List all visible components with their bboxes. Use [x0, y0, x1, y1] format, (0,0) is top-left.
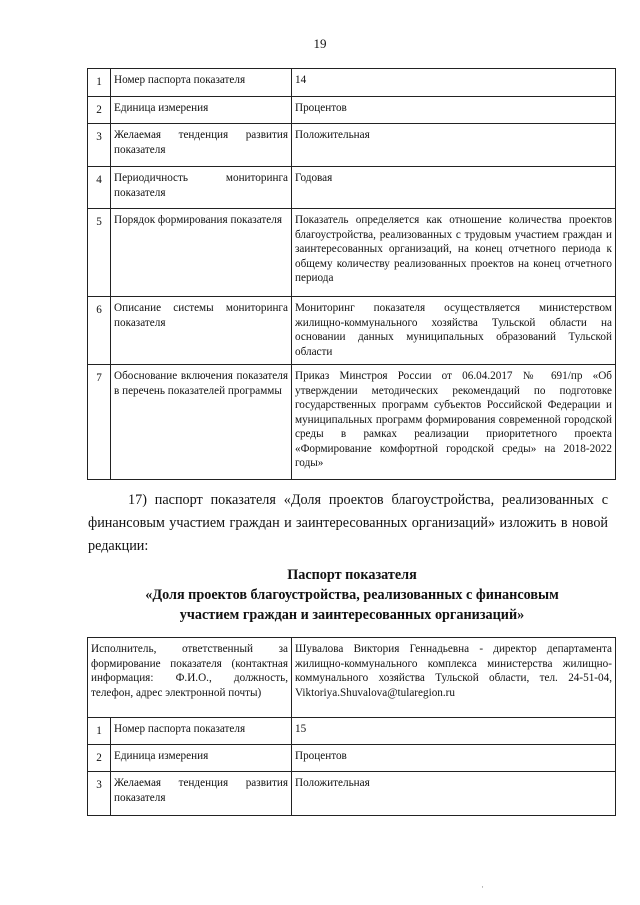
table-row [88, 745, 616, 772]
indicator-14-passport-table [87, 68, 616, 480]
row-label: Желаемая тенденция развития показателя [111, 124, 292, 167]
passport-title-line: Паспорт показателя [287, 567, 417, 583]
row-label: Желаемая тенденция развития показателя [111, 772, 292, 816]
table-row [88, 69, 616, 97]
row-value: 14 [292, 69, 616, 97]
row-label: Обоснование включения показателя в перечень показателей программы [111, 365, 292, 480]
table-row [88, 365, 616, 480]
executor-value: Шувалова Виктория Геннадьевна - директор департамента жилищно-коммунального комплекса министерства жилищно-коммунального хозяйства Тульской области, тел. 24-51-04, Viktoriya.Shuvalova@tularegion.ru [292, 638, 616, 718]
table-row [88, 718, 616, 745]
row-number: 1 [88, 69, 111, 97]
row-number: 6 [88, 297, 111, 365]
amendment-paragraph: 17) паспорт показателя «Доля проектов благоустройства, реализованных с финансовым участием граждан и заинтересованных организаций» изложить в новой редакции: [88, 492, 608, 554]
executor-label: Исполнитель, ответственный за формирование показателя (контактная информация: Ф.И.О., должность, телефон, адрес электронной почты) [88, 638, 292, 718]
table-row [88, 297, 616, 365]
row-value: Показатель определяется как отношение количества проектов благоустройства, реализованных с трудовым участием граждан и заинтересованных организаций, на конец отчетного периода к общему количеству реализованных проектов на конец отчетного периода [292, 209, 616, 297]
row-value: Приказ Минстроя России от 06.04.2017 № 691/пр «Об утверждении методических рекомендаций по подготовке государственных программ субъектов Российской Федерации и муниципальных программ формирования современной городской среды в рамках реализации приоритетного проекта «Формирование комфортной городской среды» на 2018-2022 годы» [292, 365, 616, 480]
row-label: Единица измерения [111, 745, 292, 772]
row-value: Процентов [292, 97, 616, 124]
row-value: Годовая [292, 167, 616, 209]
row-value: Положительная [292, 124, 616, 167]
row-label: Единица измерения [111, 97, 292, 124]
indicator-15-passport-table [87, 637, 616, 816]
table-row [88, 167, 616, 209]
table-row [88, 124, 616, 167]
executor-row [88, 638, 616, 718]
scan-mark: · [481, 882, 484, 892]
row-number: 5 [88, 209, 111, 297]
row-number: 3 [88, 772, 111, 816]
table-row [88, 97, 616, 124]
row-value: Процентов [292, 745, 616, 772]
row-number: 3 [88, 124, 111, 167]
row-value: Мониторинг показателя осуществляется министерством жилищно-коммунального хозяйства Тульской области на основании данных муниципальных образований Тульской области [292, 297, 616, 365]
row-number: 7 [88, 365, 111, 480]
row-value: 15 [292, 718, 616, 745]
row-label: Описание системы мониторинга показателя [111, 297, 292, 365]
table-row [88, 772, 616, 816]
table-row [88, 209, 616, 297]
row-label: Номер паспорта показателя [111, 69, 292, 97]
passport-title-line: участием граждан и заинтересованных организаций» [179, 607, 525, 623]
row-number: 4 [88, 167, 111, 209]
passport-title [88, 565, 616, 625]
row-number: 1 [88, 718, 111, 745]
page-number: 19 [313, 36, 327, 51]
passport-title-line: «Доля проектов благоустройства, реализованных с финансовым [145, 587, 559, 603]
row-label: Периодичность мониторинга показателя [111, 167, 292, 209]
row-number: 2 [88, 745, 111, 772]
row-label: Порядок формирования показателя [111, 209, 292, 297]
row-value: Положительная [292, 772, 616, 816]
row-label: Номер паспорта показателя [111, 718, 292, 745]
row-number: 2 [88, 97, 111, 124]
